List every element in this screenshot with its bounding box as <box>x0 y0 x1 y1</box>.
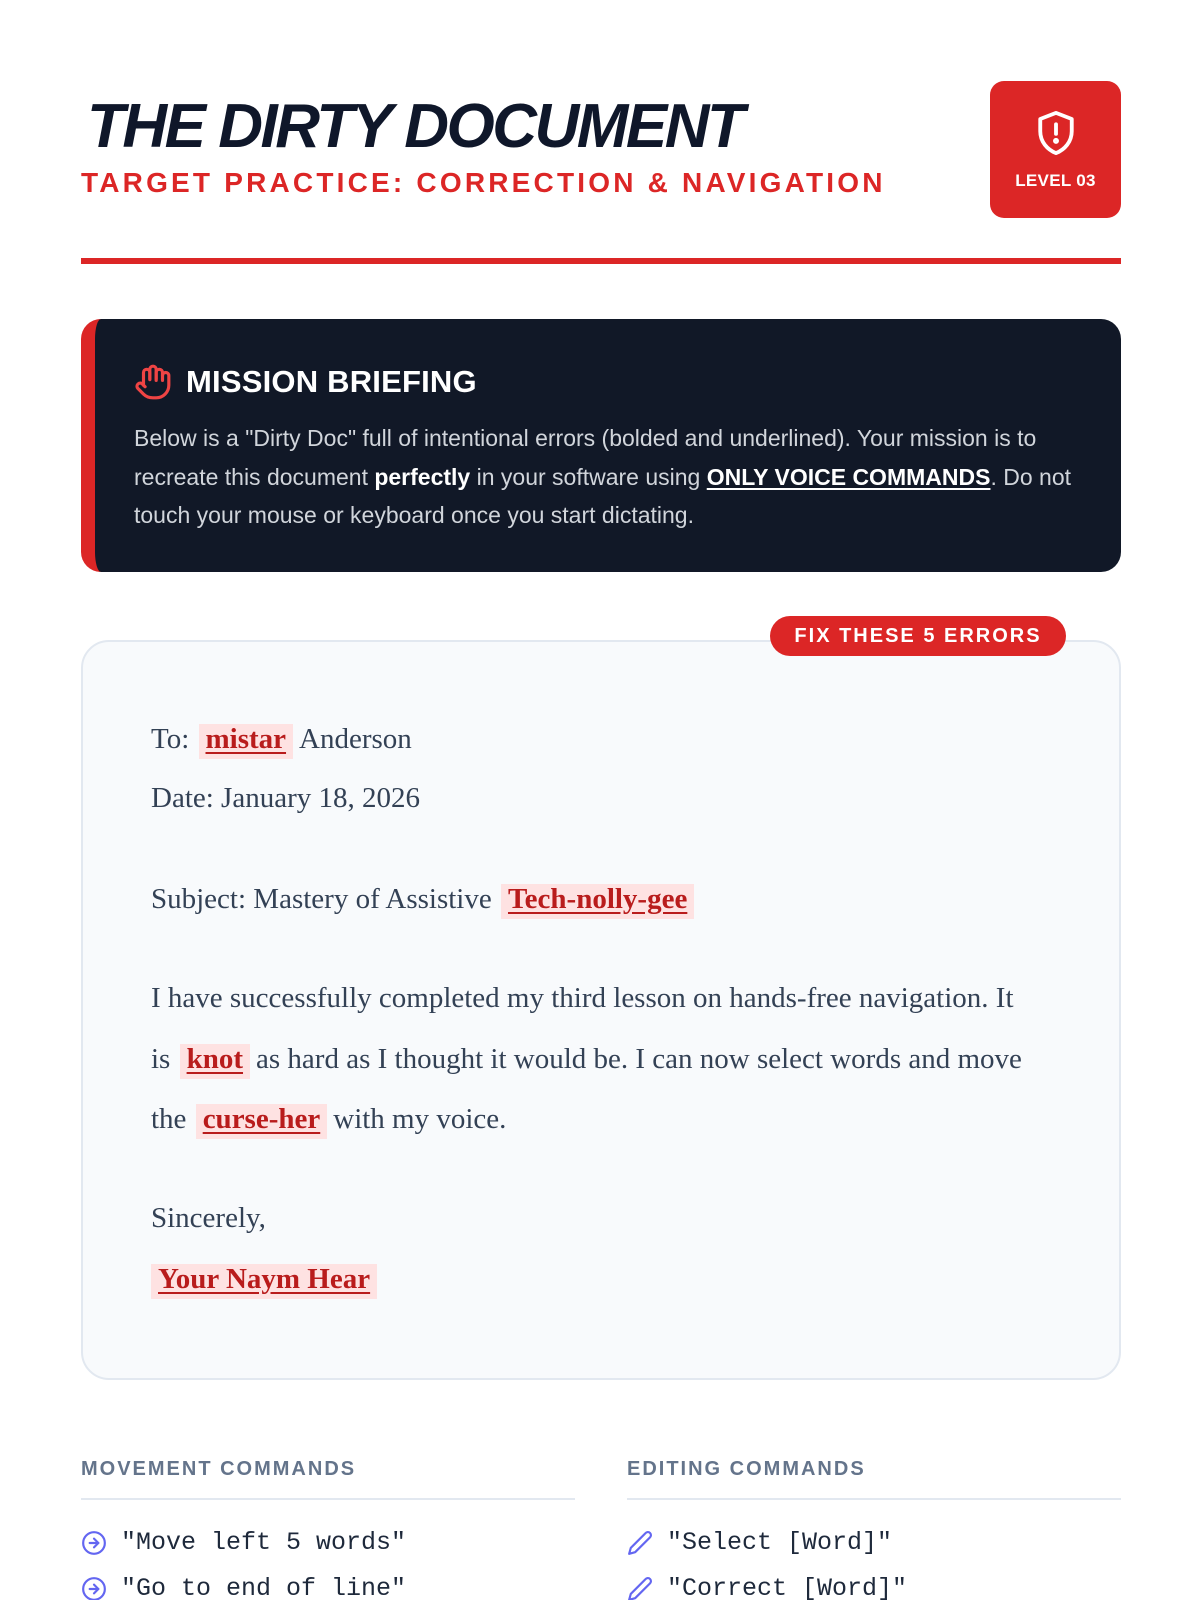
editing-command-item <box>627 1528 892 1557</box>
error-word[interactable]: curse-her <box>196 1104 328 1139</box>
briefing-title: MISSION BRIEFING <box>186 364 477 399</box>
doc-body-line-1: I have successfully completed my third lesson on hands-free navigation. It <box>151 982 1014 1014</box>
editing-commands <box>627 1458 1121 1500</box>
page-title: THE DIRTY DOCUMENT <box>87 92 743 161</box>
movement-command-item <box>81 1528 406 1557</box>
editing-command-text: "Select [Word]" <box>667 1528 893 1557</box>
movement-command-text: "Move left 5 words" <box>121 1528 407 1557</box>
briefing-text-part: Below is a "Dirty Doc" full of intentional errors (bolded and underlined). Your mission is to recreate this document <box>134 425 1037 490</box>
doc-text: with my voice. <box>333 1103 507 1135</box>
doc-date-line: Date: January 18, 2026 <box>151 782 420 814</box>
briefing-header <box>134 363 477 401</box>
doc-text: as hard as I thought it would be. I can now select words and move <box>256 1043 1022 1075</box>
movement-commands <box>81 1458 575 1500</box>
briefing-text <box>134 419 1094 535</box>
briefing-text-part: in your software using <box>470 463 707 490</box>
editing-commands-title: EDITING COMMANDS <box>627 1458 1121 1500</box>
movement-commands-title: MOVEMENT COMMANDS <box>81 1458 575 1500</box>
editing-command-text: "Correct [Word]" <box>667 1574 908 1600</box>
error-word[interactable]: Your Naym Hear <box>151 1264 377 1299</box>
shield-alert-icon <box>1035 109 1077 157</box>
doc-text: Subject: Mastery of Assistive <box>151 883 492 915</box>
arrow-right-circle-icon <box>81 1576 107 1600</box>
error-word[interactable]: Tech-nolly-gee <box>501 884 694 919</box>
level-badge <box>990 81 1121 218</box>
mission-briefing <box>81 319 1121 572</box>
doc-text: is <box>151 1043 171 1075</box>
header-divider <box>81 258 1121 264</box>
pen-icon <box>627 1530 653 1556</box>
doc-to-line <box>151 724 412 759</box>
movement-command-text: "Go to end of line" <box>121 1574 407 1600</box>
level-label: LEVEL 03 <box>1015 171 1096 190</box>
page-subtitle: TARGET PRACTICE: CORRECTION & NAVIGATION <box>81 167 886 198</box>
doc-body-line-3 <box>151 1104 506 1139</box>
doc-text: the <box>151 1103 187 1135</box>
briefing-underlined: ONLY VOICE COMMANDS <box>706 463 991 490</box>
doc-subject-line <box>151 884 700 919</box>
hand-icon <box>134 363 172 401</box>
error-word[interactable]: knot <box>180 1044 250 1079</box>
briefing-text-part: . Do not touch your mouse or keyboard once you start dictating. <box>134 463 1071 528</box>
arrow-right-circle-icon <box>81 1530 107 1556</box>
editing-command-item <box>627 1574 907 1600</box>
header <box>81 78 1121 218</box>
doc-text: Anderson <box>299 723 412 755</box>
doc-signature <box>151 1264 383 1299</box>
briefing-bold: perfectly <box>374 463 471 490</box>
doc-text: To: <box>151 723 190 755</box>
error-count-tag: FIX THESE 5 ERRORS <box>770 616 1066 656</box>
pen-icon <box>627 1576 653 1600</box>
movement-command-item <box>81 1574 406 1600</box>
error-word[interactable]: mistar <box>199 724 294 759</box>
doc-closing: Sincerely, <box>151 1202 266 1234</box>
doc-body-line-2 <box>151 1044 1022 1079</box>
